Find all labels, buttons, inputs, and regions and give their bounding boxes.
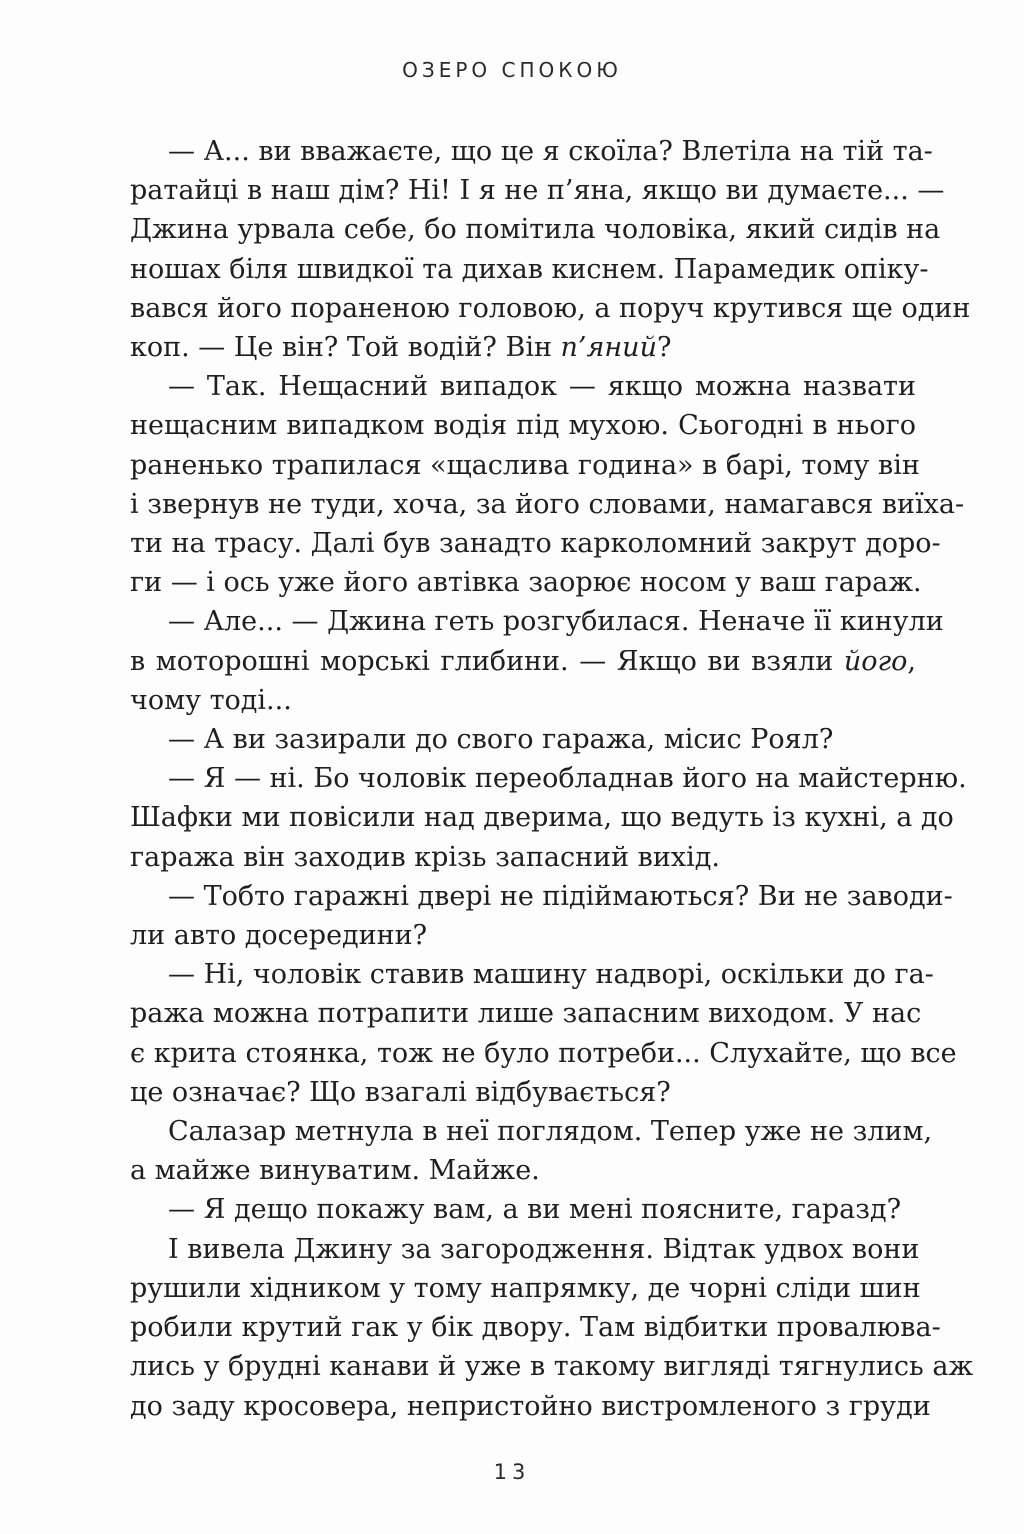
text-line: є крита стоянка, тож не було потреби... Слухайте, що все xyxy=(130,1037,957,1069)
paragraph-1 xyxy=(130,132,971,367)
text-line: а майже винуватим. Майже. xyxy=(130,1155,540,1187)
paragraph-3 xyxy=(130,602,944,720)
text-run: коп. — Це він? Той водій? Він xyxy=(130,332,561,364)
text-line: — Я дещо покажу вам, а ви мені поясните, гаразд? xyxy=(168,1194,902,1226)
text-line: — Тобто гаражні двері не підіймаються? Ви не заводи- xyxy=(168,880,953,912)
text-line: ли авто досередини? xyxy=(130,920,428,952)
text-line: — Так. Нещасний випадок — якщо можна назвати xyxy=(168,371,916,403)
paragraph-6 xyxy=(130,877,953,955)
paragraph-10 xyxy=(130,1230,974,1426)
text-line: ража можна потрапити лише запасним виходом. У нас xyxy=(130,998,922,1030)
text-line: раненько трапилася «щаслива година» в барі, тому він xyxy=(130,449,920,481)
running-head: ОЗЕРО СПОКОЮ xyxy=(402,58,622,82)
text-line: це означає? Що взагалі відбувається? xyxy=(130,1076,671,1108)
text-line xyxy=(130,642,916,681)
text-line: ги — і ось уже його автівка заорює носом у ваш гараж. xyxy=(130,567,922,599)
text-line: — А... ви вважаєте, що це я скоїла? Влетіла на тій та- xyxy=(168,136,933,167)
paragraph-8 xyxy=(130,1112,933,1190)
text-line: лись у брудні канави й уже в такому вигляді тягнулись аж xyxy=(130,1351,974,1383)
text-line: гаража він заходив крізь запасний вихід. xyxy=(130,841,720,873)
text-line: чому тоді... xyxy=(130,684,292,716)
text-line: — Ні, чоловік ставив машину надворі, оскільки до га- xyxy=(168,959,934,991)
text-line: ти на трасу. Далі був занадто карколомний закрут доро- xyxy=(130,528,941,560)
text-line xyxy=(130,328,916,367)
text-line: Шафки ми повісили над дверима, що ведуть із кухні, а до xyxy=(130,802,954,834)
paragraph-7 xyxy=(130,955,957,1112)
text-run: в моторошні морські глибини. — Якщо ви взяли xyxy=(130,645,844,677)
text-line: — Але... — Джина геть розгубилася. Неначе її кинули xyxy=(168,606,944,638)
text-line: ратайці в наш дім? Ні! І я не п’яна, якщо ви думаєте... — xyxy=(130,175,945,207)
text-line: І вивела Джину за загородження. Відтак удвох вони xyxy=(168,1233,920,1265)
text-line: Джина урвала себе, бо помітила чоловіка, який сидів на xyxy=(130,214,941,246)
text-line: вався його пораненою головою, а поруч крутився ще один xyxy=(130,292,971,324)
text-line: — А ви зазирали до свого гаража, місис Роял? xyxy=(168,724,834,756)
text-line: нещасним випадком водія під мухою. Сьогодні в нього xyxy=(130,410,916,442)
italic-run: п’яний xyxy=(560,332,657,364)
text-run: , xyxy=(907,645,916,677)
paragraph-2 xyxy=(130,367,965,602)
text-line: ношах біля швидкої та дихав киснем. Парамедик опіку- xyxy=(130,253,929,285)
text-line: робили крутий гак у бік двору. Там відбитки провалюва- xyxy=(130,1312,941,1344)
body-text xyxy=(130,132,974,1426)
paragraph-4 xyxy=(130,720,916,759)
paragraph-9 xyxy=(130,1190,916,1229)
text-line: Салазар метнула в неї поглядом. Тепер уже не злим, xyxy=(168,1116,933,1148)
text-line: і звернув не туди, хоча, за його словами, намагався виїха- xyxy=(130,488,965,520)
italic-run: його xyxy=(843,645,908,677)
text-run: ? xyxy=(656,332,672,364)
text-line: до заду кросовера, непристойно вистромленого з груди xyxy=(130,1390,931,1422)
text-line: — Я — ні. Бо чоловік переобладнав його на майстерню. xyxy=(168,763,967,795)
paragraph-5 xyxy=(130,759,967,877)
page-number: 13 xyxy=(493,1460,531,1484)
text-line: рушили хідником у тому напрямку, де чорні сліди шин xyxy=(130,1272,921,1304)
